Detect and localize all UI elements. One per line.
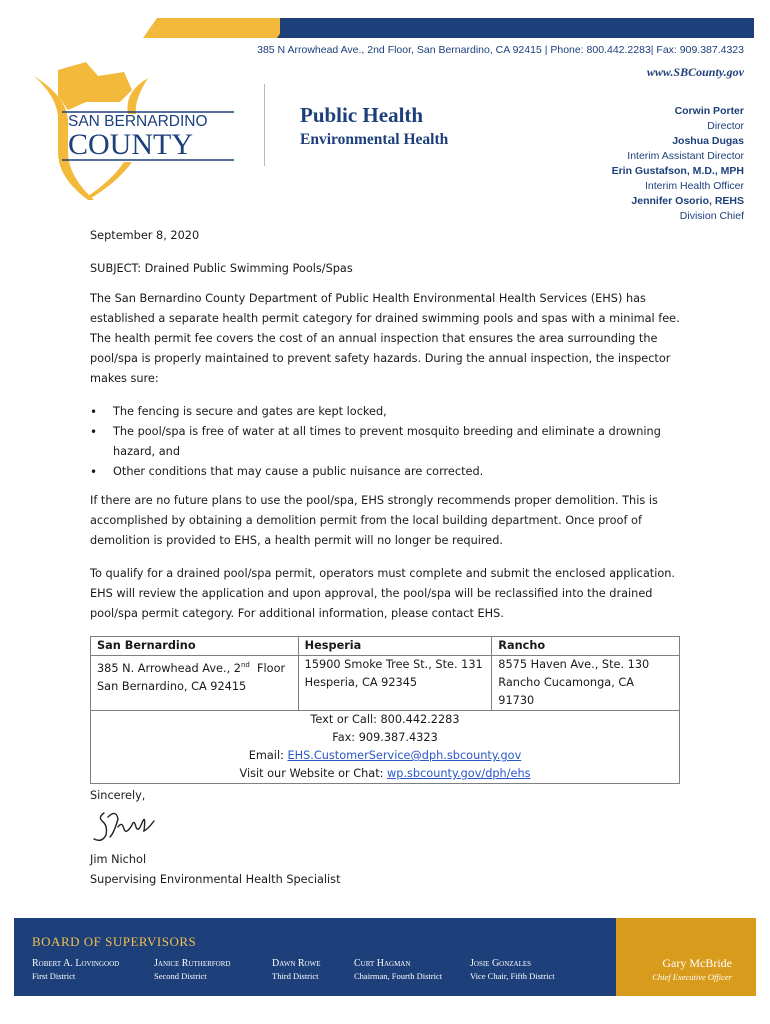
- signer-name: Jim Nichol: [90, 853, 147, 866]
- header-divider: [264, 84, 265, 166]
- official-name: Jennifer Osorio, REHS: [631, 195, 744, 207]
- officials-list: [612, 104, 744, 224]
- dept-subtitle: Environmental Health: [300, 131, 449, 148]
- logo-shield-right-icon: [127, 78, 148, 114]
- signature-image: [88, 807, 160, 845]
- board-title: BOARD OF SUPERVISORS: [32, 934, 197, 949]
- office-name: San Bernardino: [91, 637, 299, 656]
- supervisor-name: Dawn Rowe: [272, 958, 321, 969]
- dept-title: Public Health: [300, 103, 424, 127]
- supervisor-name: Josie Gonzales: [470, 958, 532, 969]
- logo-arrowhead-icon: [58, 62, 132, 110]
- supervisor-name: Robert A. Lovingood: [32, 958, 120, 969]
- official-title: Interim Health Officer: [644, 180, 744, 192]
- office-address: 8575 Haven Ave., Ste. 130 Rancho Cucamonga, CA 91730: [492, 656, 680, 711]
- logo-shield-bottom-icon: [88, 162, 132, 200]
- email-link[interactable]: EHS.CustomerService@dph.sbcounty.gov: [287, 749, 522, 762]
- official-title: Director: [707, 120, 744, 132]
- official-name: Corwin Porter: [674, 105, 744, 117]
- office-name: Hesperia: [298, 637, 492, 656]
- website-link[interactable]: wp.sbcounty.gov/dph/ehs: [387, 767, 531, 780]
- supervisor-district: First District: [32, 971, 76, 981]
- list-item: • The fencing is secure and gates are kept locked,: [90, 402, 690, 422]
- county-logo: [28, 62, 236, 204]
- letter-closing: Sincerely,: [90, 789, 146, 802]
- header-address: 385 N Arrowhead Ave., 2nd Floor, San Bernardino, CA 92415 | Phone: 800.442.2283| Fax: 909.387.4323: [257, 44, 744, 56]
- table-row: [91, 656, 680, 711]
- office-address: 15900 Smoke Tree St., Ste. 131 Hesperia, CA 92345: [298, 656, 492, 711]
- logo-text-bottom: COUNTY: [68, 128, 193, 161]
- ceo-name: Gary McBride: [662, 956, 732, 970]
- letter-paragraph-1: The San Bernardino County Department of Public Health Environmental Health Services (EHS) has established a separate health permit category for drained swimming pools and spas with a minimal fee. The health permit fee covers the cost of an annual inspection that ensures the area surrounding the pool/spa is properly maintained to prevent safety hazards. During the annual inspection, the inspector makes sure:: [90, 292, 680, 385]
- list-item: • The pool/spa is free of water at all times to prevent mosquito breeding and eliminate a drowning hazard, and: [90, 422, 690, 462]
- letter-paragraph-3: To qualify for a drained pool/spa permit, operators must complete and submit the enclosed application. EHS will review the application and upon approval, the pool/spa will be reclassified into the drained pool/spa permit category. For additional information, please contact EHS.: [90, 567, 676, 620]
- contact-table: [90, 636, 680, 784]
- office-name: Rancho: [492, 637, 680, 656]
- office-address: 385 N. Arrowhead Ave., 2nd Floor San Bernardino, CA 92415: [91, 656, 299, 711]
- header-blue-stripe: [280, 18, 754, 38]
- letter-paragraph-2: If there are no future plans to use the pool/spa, EHS strongly recommends proper demolition. This is accomplished by obtaining a demolition permit from the local building department. Once proof of demolition is provided to EHS, a health permit will no longer be required.: [90, 494, 658, 547]
- official-title: Division Chief: [679, 210, 744, 222]
- signer-title: Supervising Environmental Health Specialist: [90, 873, 341, 886]
- supervisor-district: Vice Chair, Fifth District: [470, 971, 555, 981]
- logo-text-top: SAN BERNARDINO: [68, 113, 208, 130]
- official-title: Interim Assistant Director: [627, 150, 744, 162]
- list-item: • Other conditions that may cause a public nuisance are corrected.: [90, 462, 690, 482]
- requirements-list: [90, 402, 690, 482]
- supervisor-district: Second District: [154, 971, 207, 981]
- ceo-title: Chief Executive Officer: [652, 972, 732, 982]
- supervisor-district: Third District: [272, 971, 319, 981]
- supervisor-district: Chairman, Fourth District: [354, 971, 443, 981]
- signer-block: [90, 850, 690, 890]
- official-name: Joshua Dugas: [672, 135, 744, 147]
- letter-subject: SUBJECT: Drained Public Swimming Pools/Spas: [90, 262, 353, 275]
- board-footer: [14, 918, 756, 996]
- supervisor-name: Curt Hagman: [354, 958, 411, 969]
- table-row: [91, 637, 680, 656]
- contact-phone: Text or Call: 800.442.2283 Fax: 909.387.4323 Email: EHS.CustomerService@dph.sbcounty.gov Visit our Website or Chat: wp.sbcounty.gov/dph/ehs: [91, 711, 680, 784]
- header-website[interactable]: www.SBCounty.gov: [646, 65, 744, 79]
- supervisor-name: Janice Rutherford: [154, 958, 231, 969]
- letter-date: September 8, 2020: [90, 229, 200, 242]
- official-name: Erin Gustafson, M.D., MPH: [611, 165, 744, 177]
- table-row: [91, 711, 680, 784]
